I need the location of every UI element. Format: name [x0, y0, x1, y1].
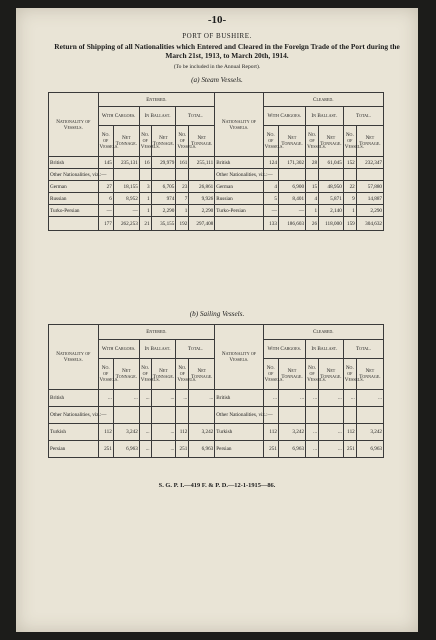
- net-tonnage-header: Net Tonnage.: [189, 126, 215, 157]
- tonnage-cell: ...: [113, 390, 139, 407]
- no-of-vessels-header: No. of Vessels.: [306, 126, 319, 157]
- in-ballast-header: In Ballast.: [139, 340, 176, 359]
- vessel-count-cell: 15: [306, 181, 319, 193]
- nationality-cell: Persian: [49, 441, 99, 458]
- no-of-vessels-header: No. of Vessels.: [306, 359, 319, 390]
- tonnage-cell: ...: [278, 390, 305, 407]
- vessel-count-cell: ...: [139, 441, 151, 458]
- vessel-count-cell: ...: [306, 424, 319, 441]
- tonnage-cell: 18,155: [113, 181, 139, 193]
- vessel-count-cell: 26: [306, 217, 319, 231]
- tonnage-cell: ...: [356, 390, 383, 407]
- nationality-cell: [215, 217, 263, 231]
- vessel-count-cell: 22: [343, 181, 356, 193]
- total-header: Total.: [176, 107, 215, 126]
- tonnage-cell: [356, 407, 383, 424]
- vessel-count-cell: 124: [263, 157, 278, 169]
- sailing-vessels-table: [48, 324, 384, 458]
- net-tonnage-header: Net Tonnage.: [356, 126, 383, 157]
- vessel-count-cell: 23: [176, 181, 189, 193]
- in-ballast-header: In Ballast.: [306, 107, 344, 126]
- tonnage-cell: 262,253: [113, 217, 139, 231]
- vessel-count-cell: [139, 169, 151, 181]
- tonnage-cell: ...: [319, 424, 344, 441]
- vessel-count-cell: ...: [263, 390, 278, 407]
- tonnage-cell: 2,140: [319, 205, 344, 217]
- vessel-count-cell: 112: [176, 424, 189, 441]
- net-tonnage-header: Net Tonnage.: [278, 126, 305, 157]
- include-note: (To be included in the Annual Report).: [173, 64, 261, 70]
- table-row: [49, 169, 384, 181]
- net-tonnage-header: Net Tonnage.: [319, 126, 344, 157]
- page-number: -10-: [207, 14, 227, 26]
- tonnage-cell: [356, 169, 383, 181]
- vessel-count-cell: 4: [263, 181, 278, 193]
- table-row: [49, 424, 384, 441]
- tonnage-cell: 304,632: [356, 217, 383, 231]
- port-heading: PORT OF BUSHIRE.: [182, 32, 252, 40]
- tonnage-cell: 3,242: [189, 424, 215, 441]
- tonnage-cell: [278, 169, 305, 181]
- tonnage-cell: [151, 407, 176, 424]
- net-tonnage-header: Net Tonnage.: [113, 126, 139, 157]
- vessel-count-cell: 177: [98, 217, 113, 231]
- vessel-count-cell: 112: [98, 424, 113, 441]
- tonnage-cell: 186,603: [278, 217, 305, 231]
- steam-vessels-subtitle: (a) Steam Vessels.: [191, 76, 243, 84]
- tonnage-cell: [113, 169, 139, 181]
- nationality-cell: British: [49, 157, 99, 169]
- vessel-count-cell: 7: [176, 193, 189, 205]
- vessel-count-cell: 133: [263, 217, 278, 231]
- vessel-count-cell: 251: [343, 441, 356, 458]
- nationality-cell: German: [215, 181, 263, 193]
- nationality-cell: Other Nationalities, viz.:—: [49, 169, 99, 181]
- steam-table-body: [49, 157, 384, 231]
- nationality-cell: Other Nationalities, viz.:—: [215, 407, 263, 424]
- total-header: Total.: [343, 340, 383, 359]
- tonnage-cell: 2,290: [356, 205, 383, 217]
- vessel-count-cell: 159: [343, 217, 356, 231]
- vessel-count-cell: 3: [139, 181, 151, 193]
- tonnage-cell: [278, 407, 305, 424]
- nationality-cell: Other Nationalities, viz.:—: [49, 407, 99, 424]
- vessel-count-cell: 28: [306, 157, 319, 169]
- tonnage-cell: 48,950: [319, 181, 344, 193]
- vessel-count-cell: 251: [176, 441, 189, 458]
- tonnage-cell: ...: [319, 390, 344, 407]
- net-tonnage-header: Net Tonnage.: [151, 359, 176, 390]
- tonnage-cell: 232,347: [356, 157, 383, 169]
- vessel-count-cell: 27: [98, 181, 113, 193]
- vessel-count-cell: ...: [98, 390, 113, 407]
- entered-header: Entered.: [98, 325, 215, 340]
- nationality-cell: Russian: [49, 193, 99, 205]
- tonnage-cell: 29,979: [151, 157, 176, 169]
- tonnage-cell: 171,302: [278, 157, 305, 169]
- steam-vessels-table: [48, 92, 384, 231]
- vessel-count-cell: [176, 169, 189, 181]
- nationality-cell: British: [215, 390, 263, 407]
- no-of-vessels-header: No. of Vessels.: [176, 359, 189, 390]
- vessel-count-cell: ...: [306, 390, 319, 407]
- tonnage-cell: 6,963: [113, 441, 139, 458]
- tonnage-cell: [113, 407, 139, 424]
- tonnage-cell: 26,861: [189, 181, 215, 193]
- tonnage-cell: [189, 169, 215, 181]
- vessel-count-cell: 4: [306, 193, 319, 205]
- vessel-count-cell: 21: [139, 217, 151, 231]
- printer-imprint: S. G. P. I.—419 F. & P. D.—12-1-1915—86.: [158, 482, 276, 489]
- tonnage-cell: 35,155: [151, 217, 176, 231]
- vessel-count-cell: 251: [98, 441, 113, 458]
- tonnage-cell: 2,290: [189, 205, 215, 217]
- tonnage-cell: ...: [189, 390, 215, 407]
- vessel-count-cell: ...: [176, 390, 189, 407]
- vessel-count-cell: 6: [98, 193, 113, 205]
- net-tonnage-header: Net Tonnage.: [356, 359, 383, 390]
- table-row: [49, 441, 384, 458]
- nationality-cell: [49, 217, 99, 231]
- tonnage-cell: ...: [319, 441, 344, 458]
- nationality-cell: Other Nationalities, viz.:—: [215, 169, 263, 181]
- cleared-header: Cleared.: [263, 325, 383, 340]
- tonnage-cell: —: [113, 205, 139, 217]
- totals-row: [49, 217, 384, 231]
- tonnage-cell: 6,900: [278, 181, 305, 193]
- vessel-count-cell: ...: [139, 390, 151, 407]
- vessel-count-cell: [343, 407, 356, 424]
- return-title: Return of Shipping of all Nationalities which Entered and Cleared in the Foreign Trade of the Port during the March 21st, 1913, to March 20th, 1914.: [54, 42, 400, 60]
- nationality-cell: Russian: [215, 193, 263, 205]
- vessel-count-cell: ...: [343, 390, 356, 407]
- table-row: [49, 193, 384, 205]
- vessel-count-cell: 251: [263, 441, 278, 458]
- entered-header: Entered.: [98, 93, 215, 107]
- no-of-vessels-header: No. of Vessels.: [139, 126, 151, 157]
- tonnage-cell: 9,926: [189, 193, 215, 205]
- table-row: [49, 407, 384, 424]
- tonnage-cell: 8,952: [113, 193, 139, 205]
- with-cargoes-header: With Cargoes.: [263, 107, 305, 126]
- table-row: [49, 181, 384, 193]
- net-tonnage-header: Net Tonnage.: [189, 359, 215, 390]
- total-header: Total.: [176, 340, 215, 359]
- nationality-cell: Turkish: [49, 424, 99, 441]
- vessel-count-cell: 112: [263, 424, 278, 441]
- tonnage-cell: 974: [151, 193, 176, 205]
- tonnage-cell: [189, 407, 215, 424]
- tonnage-cell: 57,880: [356, 181, 383, 193]
- in-ballast-header: In Ballast.: [139, 107, 176, 126]
- vessel-count-cell: 1: [139, 205, 151, 217]
- net-tonnage-header: Net Tonnage.: [319, 359, 344, 390]
- table-row: [49, 390, 384, 407]
- vessel-count-cell: 9: [343, 193, 356, 205]
- tonnage-cell: 3,242: [278, 424, 305, 441]
- tonnage-cell: 2,290: [151, 205, 176, 217]
- tonnage-cell: —: [278, 205, 305, 217]
- vessel-count-cell: 161: [176, 157, 189, 169]
- tonnage-cell: 3,242: [356, 424, 383, 441]
- no-of-vessels-header: No. of Vessels.: [98, 359, 113, 390]
- tonnage-cell: 6,963: [189, 441, 215, 458]
- nationality-cell: British: [49, 390, 99, 407]
- vessel-count-cell: 112: [343, 424, 356, 441]
- total-header: Total.: [343, 107, 383, 126]
- no-of-vessels-header: No. of Vessels.: [263, 126, 278, 157]
- tonnage-cell: 61,045: [319, 157, 344, 169]
- vessel-count-cell: [343, 169, 356, 181]
- vessel-count-cell: [306, 169, 319, 181]
- nationality-header: Nationality of Vessels.: [215, 325, 263, 390]
- net-tonnage-header: Net Tonnage.: [151, 126, 176, 157]
- document-page: [16, 8, 418, 632]
- nationality-cell: Turko-Persian: [215, 205, 263, 217]
- tonnage-cell: 235,131: [113, 157, 139, 169]
- vessel-count-cell: [176, 407, 189, 424]
- no-of-vessels-header: No. of Vessels.: [343, 359, 356, 390]
- vessel-count-cell: 1: [139, 193, 151, 205]
- nationality-header: Nationality of Vessels.: [215, 93, 263, 157]
- nationality-header: Nationality of Vessels.: [49, 93, 99, 157]
- vessel-count-cell: ...: [139, 424, 151, 441]
- with-cargoes-header: With Cargoes.: [263, 340, 305, 359]
- nationality-cell: German: [49, 181, 99, 193]
- tonnage-cell: ...: [151, 441, 176, 458]
- tonnage-cell: 8,401: [278, 193, 305, 205]
- no-of-vessels-header: No. of Vessels.: [139, 359, 151, 390]
- tonnage-cell: 118,000: [319, 217, 344, 231]
- vessel-count-cell: 1: [306, 205, 319, 217]
- vessel-count-cell: 152: [343, 157, 356, 169]
- tonnage-cell: 6,705: [151, 181, 176, 193]
- net-tonnage-header: Net Tonnage.: [113, 359, 139, 390]
- tonnage-cell: 5,871: [319, 193, 344, 205]
- tonnage-cell: 14,887: [356, 193, 383, 205]
- vessel-count-cell: 145: [98, 157, 113, 169]
- tonnage-cell: 6,963: [356, 441, 383, 458]
- no-of-vessels-header: No. of Vessels.: [176, 126, 189, 157]
- vessel-count-cell: 5: [263, 193, 278, 205]
- tonnage-cell: [151, 169, 176, 181]
- tonnage-cell: 255,111: [189, 157, 215, 169]
- no-of-vessels-header: No. of Vessels.: [263, 359, 278, 390]
- table-row: [49, 157, 384, 169]
- nationality-cell: Turko-Persian: [49, 205, 99, 217]
- nationality-header: Nationality of Vessels.: [49, 325, 99, 390]
- with-cargoes-header: With Cargoes.: [98, 107, 139, 126]
- vessel-count-cell: 1: [343, 205, 356, 217]
- tonnage-cell: ...: [151, 424, 176, 441]
- vessel-count-cell: 1: [176, 205, 189, 217]
- tonnage-cell: 6,963: [278, 441, 305, 458]
- sailing-vessels-subtitle: (b) Sailing Vessels.: [189, 310, 245, 318]
- tonnage-cell: [319, 169, 344, 181]
- vessel-count-cell: ...: [306, 441, 319, 458]
- sailing-table-body: [49, 390, 384, 458]
- table-row: [49, 205, 384, 217]
- vessel-count-cell: —: [98, 205, 113, 217]
- vessel-count-cell: [139, 407, 151, 424]
- no-of-vessels-header: No. of Vessels.: [98, 126, 113, 157]
- no-of-vessels-header: No. of Vessels.: [343, 126, 356, 157]
- in-ballast-header: In Ballast.: [306, 340, 344, 359]
- vessel-count-cell: [306, 407, 319, 424]
- tonnage-cell: 297,408: [189, 217, 215, 231]
- cleared-header: Cleared.: [263, 93, 383, 107]
- vessel-count-cell: 192: [176, 217, 189, 231]
- nationality-cell: Persian: [215, 441, 263, 458]
- nationality-cell: British: [215, 157, 263, 169]
- nationality-cell: Turkish: [215, 424, 263, 441]
- with-cargoes-header: With Cargoes.: [98, 340, 139, 359]
- vessel-count-cell: 16: [139, 157, 151, 169]
- net-tonnage-header: Net Tonnage.: [278, 359, 305, 390]
- tonnage-cell: 3,242: [113, 424, 139, 441]
- tonnage-cell: [319, 407, 344, 424]
- vessel-count-cell: —: [263, 205, 278, 217]
- tonnage-cell: ...: [151, 390, 176, 407]
